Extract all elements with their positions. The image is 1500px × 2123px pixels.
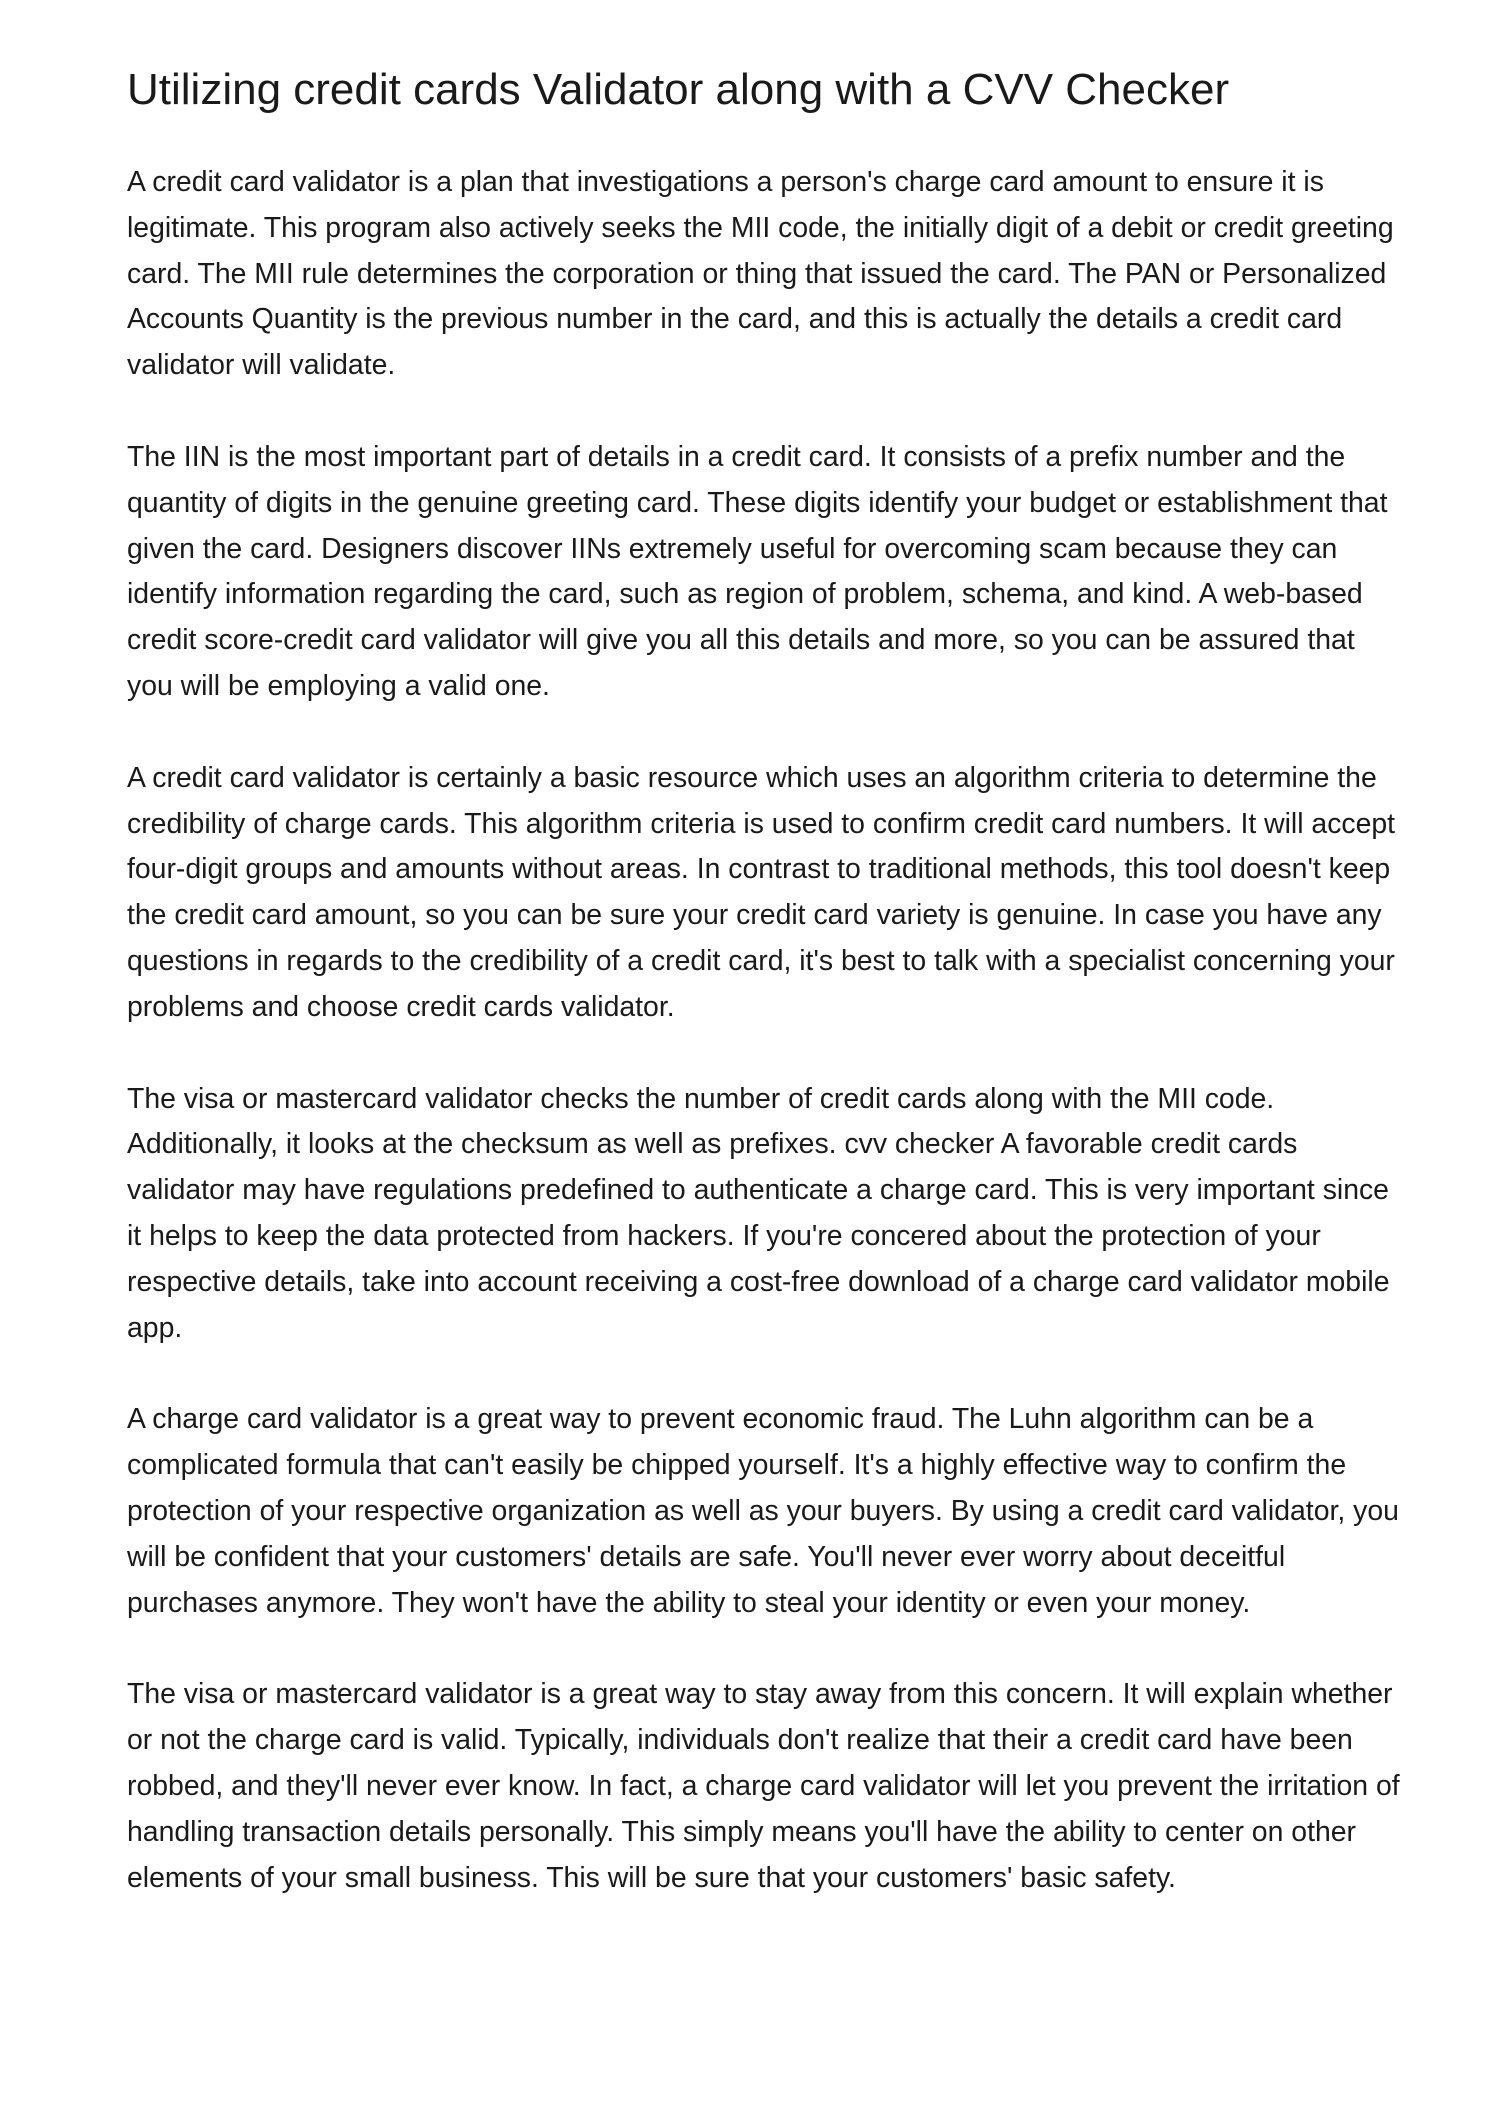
paragraph: The IIN is the most important part of details in a credit card. It consists of a prefix number and the quantity of digits in the genuine greeting card. These digits identify your budget or establishment that given the card. Designers discover IINs extremely useful for overcoming scam because they can identify information regarding the card, such as region of problem, schema, and kind. A web-based credit score-credit card validator will give you all this details and more, so you can be assured that you will be employing a valid one.	[127, 440, 1388, 702]
paragraph: A credit card validator is certainly a basic resource which uses an algorithm criteria to determine the credibility of charge cards. This algorithm criteria is used to confirm credit card numbers. It will accept four-digit groups and amounts without areas. In contrast to traditional methods, this tool doesn't keep the credit card amount, so you can be sure your credit card variety is genuine. In case you have any questions in regards to the credibility of a credit card, it's best to talk with a specialist concerning your problems and choose credit cards validator.	[127, 761, 1396, 1023]
document-body	[127, 160, 1402, 1901]
document-title: Utilizing credit cards Validator along with a CVV Checker	[127, 65, 1230, 114]
paragraph: The visa or mastercard validator checks the number of credit cards along with the MII code. Additionally, it looks at the checksum as well as prefixes. cvv checker A favorable credit cards validator may have regulations predefined to authenticate a charge card. This is very important since it helps to keep the data protected from hackers. If you're concered about the protection of your respective details, take into account receiving a cost-free download of a charge card validator mobile app.	[127, 1082, 1390, 1344]
paragraph: A charge card validator is a great way to prevent economic fraud. The Luhn algorithm can be a complicated formula that can't easily be chipped yourself. It's a highly effective way to confirm the protection of your respective organization as well as your buyers. By using a credit card validator, you will be confident that your customers' details are safe. You'll never ever worry about deceitful purchases anymore. They won't have the ability to steal your identity or even your money.	[127, 1403, 1399, 1619]
paragraph: The visa or mastercard validator is a great way to stay away from this concern. It will explain whether or not the charge card is valid. Typically, individuals don't realize that their a credit card have been robbed, and they'll never ever know. In fact, a charge card validator will let you prevent the irritation of handling transaction details personally. This simply means you'll have the ability to center on other elements of your small business. This will be sure that your customers' basic safety.	[127, 1678, 1400, 1894]
document-page	[127, 60, 1402, 1947]
paragraph: A credit card validator is a plan that investigations a person's charge card amount to ensure it is legitimate. This program also actively seeks the MII code, the initially digit of a debit or credit greeting card. The MII rule determines the corporation or thing that issued the card. The PAN or Personalized Accounts Quantity is the previous number in the card, and this is actually the details a credit card validator will validate.	[127, 166, 1394, 382]
